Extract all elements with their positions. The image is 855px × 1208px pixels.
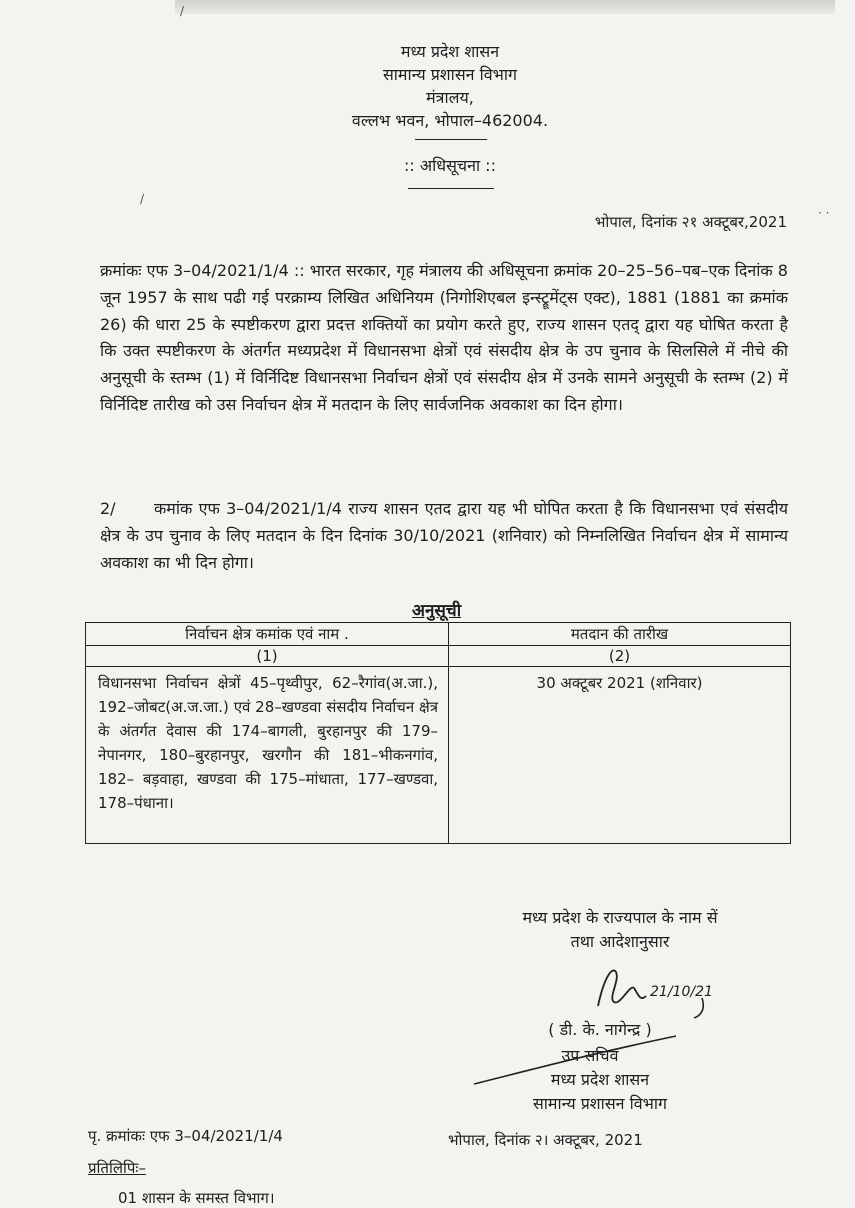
schedule-number-row [86, 646, 791, 667]
notice-title: :: अधिसूचना :: [404, 156, 496, 175]
constituency-list: विधानसभा निर्वाचन क्षेत्रों 45–पृथ्वीपुर, 62–रैगांव(अ.जा.), 192–जोबट(अ.ज.जा.) एवं 28–खण्डवा संसदीय निर्वाचन क्षेत्र के अंतर्गत देवास की 174–बागली, बुरहानपुर की 179–नेपानगर, 180–बुरहानपुर, खरगौन की 181–भीकनगांव, 182– बड़वाहा, खण्डवा की 175–मांधाता, 177–खण्डवा, 178–पंधाना। [86, 667, 449, 844]
schedule-header-row [86, 623, 791, 646]
authority-line: मध्य प्रदेश के राज्यपाल के नाम सें [522, 908, 718, 927]
table-row [86, 667, 791, 844]
paragraph-2 [100, 496, 788, 576]
scan-speck: · · [818, 206, 830, 220]
paragraph-2-number: 2/ [100, 499, 116, 518]
header-address: वल्लभ भवन, भोपाल–462004. [351, 111, 549, 130]
scan-shadow [175, 0, 835, 14]
notice-divider [408, 188, 494, 189]
col2-number: (2) [449, 646, 791, 667]
header-divider [415, 139, 487, 140]
col2-header: मतदान की तारीख [449, 623, 791, 646]
signature-date-text: 21/10/21 [650, 984, 713, 1000]
copy-item-1: 01 शासन के समस्त विभाग। [118, 1189, 275, 1207]
endorsement-ref: पृ. क्रमांकः एफ 3–04/2021/1/4 [88, 1127, 283, 1145]
scan-speck: / [140, 192, 145, 206]
header-department: सामान्य प्रशासन विभाग [382, 65, 518, 84]
copy-label: प्रतिलिपिः– [88, 1159, 146, 1177]
paragraph-1-text: एफ 3–04/2021/1/4 :: भारत सरकार, गृह मंत्रालय की अधिसूचना क्रमांक 20–25–56–पब–एक दिनांक 8 जून 1957 के साथ पढी गई परक्राम्य लिखित अधिनियम (निगोशिएबल इन्स्ट्रूमेंट्स एक्ट), 1881 (1881 का क्रमांक 26) की धारा 25 के स्पष्टीकरण द्वारा प्रदत्त शक्तियों का प्रयोग करते हुए, राज्य शासन एतद् द्वारा यह घोषित करता है कि उक्त स्पष्टीकरण के अंतर्गत मध्यप्रदेश में विधानसभा क्षेत्रों एवं संसदीय क्षेत्र के उप चुनाव के सिलसिले में नीचे की अनुसूची के स्तम्भ (1) में विर्निदिष्ट विधानसभा निर्वाचन क्षेत्रों एवं संसदीय क्षेत्र में उनके सामने अनुसूची के स्तम्भ (2) में विर्निदिष्ट तारीख को उस निर्वाचन क्षेत्र में मतदान के लिए सार्वजनिक अवकाश का दिन होगा। [100, 261, 788, 414]
schedule-table [85, 622, 791, 844]
paragraph-1 [100, 258, 788, 419]
paragraph-2-text: कमांक एफ 3–04/2021/1/4 राज्य शासन एतद द्वारा यह भी घोपित करता है कि विधानसभा एवं संसदीय क्षेत्र के उप चुनाव के लिए मतदान के दिन दिनांक 30/10/2021 (शनिवार) को निम्नलिखित निर्वाचन क्षेत्र में सामान्य अवकाश का भी दिन होगा। [100, 499, 788, 572]
signatory-designation: उप सचिव [561, 1046, 619, 1065]
office-govt: मध्य प्रदेश शासन [550, 1070, 650, 1089]
col1-header: निर्वाचन क्षेत्र कमांक एवं नाम . [86, 623, 449, 646]
endorsement-date: भोपाल, दिनांक २। अक्टूबर, 2021 [448, 1131, 643, 1149]
signatory-name: ( डी. के. नागेन्द्र ) [548, 1020, 652, 1039]
order-label: क्रमांकः [100, 261, 142, 280]
signature-mark [590, 958, 720, 1022]
header-ministry: मंत्रालय, [426, 88, 474, 107]
schedule-title: अनुसूची [412, 601, 462, 621]
polling-date: 30 अक्टूबर 2021 (शनिवार) [449, 667, 791, 844]
col1-number: (1) [86, 646, 449, 667]
office-department: सामान्य प्रशासन विभाग [532, 1094, 668, 1113]
header-govt: मध्य प्रदेश शासन [400, 42, 500, 61]
order-line: तथा आदेशानुसार [570, 932, 670, 951]
issue-date: भोपाल, दिनांक २१ अक्टूबर,2021 [594, 213, 787, 231]
scan-speck: / [180, 4, 185, 18]
